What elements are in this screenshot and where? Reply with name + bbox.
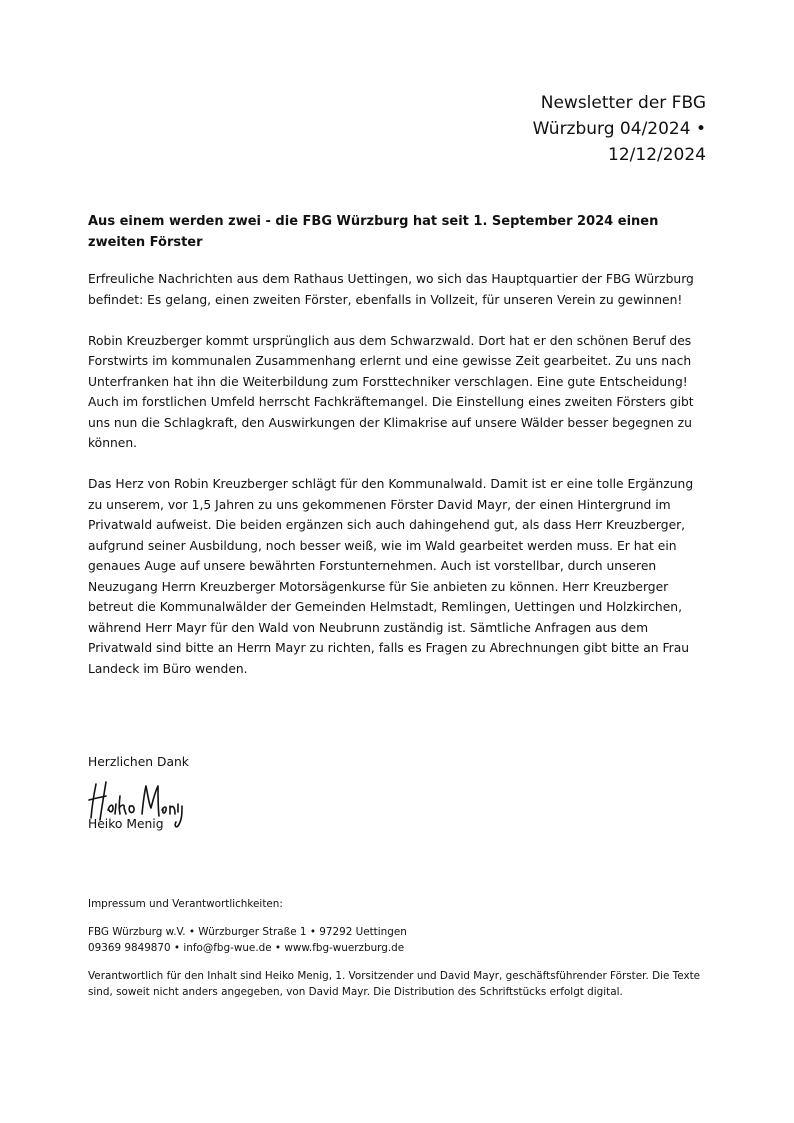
article-paragraph: Das Herz von Robin Kreuzberger schlägt für den Kommunalwald. Damit ist er eine tolle Ergänzung zu unserem, vor 1,5 Jahren zu uns gekommenen Förster David Mayr, der einen Hintergrund im Privatwald aufweist. Die beiden ergänzen sich auch dahingehend gut, als dass Herr Kreuzberger, aufgrund seiner Ausbildung, noch besser weiß, wie im Wald gearbeitet werden muss. Er hat ein genaues Auge auf unsere bewährten Forstunternehmen. Auch ist vorstellbar, durch unseren Neuzugang Herrn Kreuzberger Motorsägenkurse für Sie anbieten zu können. Herr Kreuzberger betreut die Kommunalwälder der Gemeinden Helmstadt, Remlingen, Uettingen und Holzkirchen, während Herr Mayr für den Wald von Neubrunn zuständig ist. Sämtliche Anfragen aus dem Privatwald sind bitte an Herrn Mayr zu richten, falls es Fragen zu Abrechnungen gibt bitte an Frau Landeck im Büro wenden. — [88, 477, 694, 676]
signer-name: Heiko Menig — [88, 817, 164, 831]
closing-greeting: Herzlichen Dank — [88, 755, 189, 769]
newsletter-title: Newsletter der FBG — [540, 93, 706, 113]
address-line: FBG Würzburg w.V. • Würzburger Straße 1 • 97292 Uettingen — [88, 926, 407, 938]
article-headline: Aus einem werden zwei - die FBG Würzburg hat seit 1. September 2024 einen zweiten Förster — [88, 214, 659, 250]
imprint-address — [88, 924, 708, 956]
newsletter-issue: Würzburg 04/2024 • — [532, 119, 706, 139]
newsletter-header — [466, 90, 706, 168]
responsibility-note: Verantwortlich für den Inhalt sind Heiko Menig, 1. Vorsitzender und David Mayr, geschäftsführender Förster. Die Texte sind, soweit nicht anders angegeben, von David Mayr. Die Distribution des Schriftstücks erfolgt digital. — [88, 970, 701, 998]
imprint-heading: Impressum und Verantwortlichkeiten: — [88, 898, 283, 910]
contact-line: 09369 9849870 • info@fbg-wue.de • www.fbg-wuerzburg.de — [88, 942, 405, 954]
article-paragraph: Robin Kreuzberger kommt ursprünglich aus dem Schwarzwald. Dort hat er den schönen Beruf des Forstwirts im kommunalen Zusammenhang erlernt und eine gewisse Zeit gearbeitet. Zu uns nach Unterfranken hat ihn die Weiterbildung zum Forsttechniker verschlagen. Eine gute Entscheidung! Auch im forstlichen Umfeld herrscht Fachkräftemangel. Die Einstellung eines zweiten Försters gibt uns nun die Schlagkraft, den Auswirkungen der Klimakrise auf unsere Wälder besser begegnen zu können. — [88, 333, 694, 450]
article-paragraph: Erfreuliche Nachrichten aus dem Rathaus Uettingen, wo sich das Hauptquartier der FBG Würzburg befindet: Es gelang, einen zweiten Förster, ebenfalls in Vollzeit, für unseren Verein zu gewinnen! — [88, 272, 694, 307]
newsletter-date: 12/12/2024 — [608, 145, 706, 165]
article-body — [88, 211, 708, 700]
imprint-footer — [88, 896, 708, 1000]
